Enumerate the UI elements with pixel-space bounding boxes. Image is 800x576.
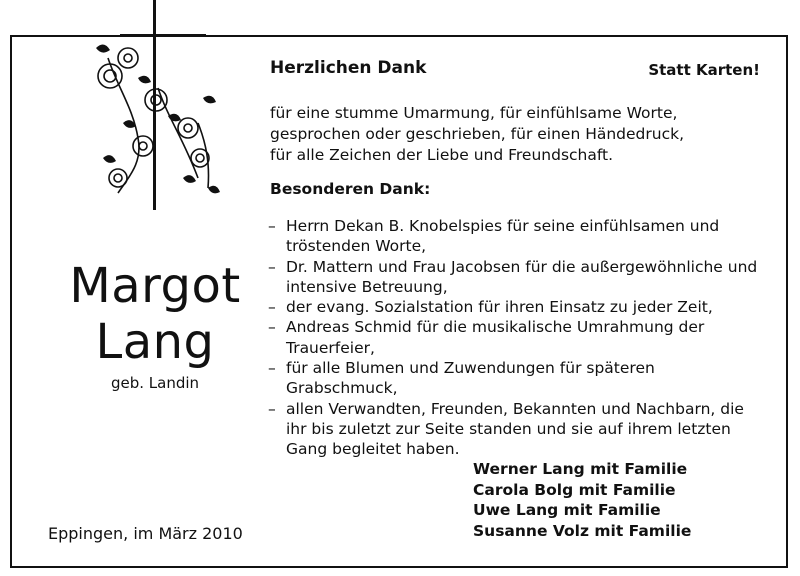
list-item [268, 216, 768, 257]
family-signatures [473, 459, 691, 541]
last-name: Lang [95, 314, 215, 370]
special-thanks-list [268, 216, 768, 460]
family-line: Werner Lang mit Familie [473, 460, 688, 478]
list-item-text: allen Verwandten, Freunden, Bekannten und Nachbarn, die ihr bis zuletzt zur Seite standen und sie auf ihrem letzten Gang begleitet haben. [286, 399, 744, 459]
dash: – [268, 359, 276, 378]
family-line: Carola Bolg mit Familie [473, 480, 676, 499]
dash: – [268, 318, 276, 337]
special-thanks-heading: Besonderen Dank: [270, 180, 431, 198]
family-line: Susanne Volz mit Familie [473, 521, 692, 540]
list-item-text: für alle Blumen und Zuwendungen für späteren Grabschmuck, [286, 359, 655, 398]
statt-karten: Statt Karten! [648, 61, 760, 79]
thanks-title: Herzlichen Dank [270, 58, 427, 78]
intro-line: für eine stumme Umarmung, für einfühlsame Worte, [270, 104, 678, 122]
roses-icon [88, 28, 223, 203]
list-item-text: der evang. Sozialstation für ihren Einsatz zu jeder Zeit, [286, 298, 713, 317]
intro-line: für alle Zeichen der Liebe und Freundschaft. [270, 146, 614, 164]
list-item-text: Herrn Dekan B. Knobelspies für seine einfühlsamen und tröstenden Worte, [286, 217, 720, 256]
list-item [268, 297, 768, 317]
dash: – [268, 298, 276, 317]
family-line: Uwe Lang mit Familie [473, 501, 661, 519]
list-item-text: Andreas Schmid für die musikalische Umrahmung der Trauerfeier, [286, 318, 705, 357]
list-item [268, 317, 768, 358]
intro-line: gesprochen oder geschrieben, für einen Händedruck, [270, 125, 685, 143]
dash: – [268, 257, 276, 276]
list-item [268, 399, 768, 460]
list-item-text: Dr. Mattern und Frau Jacobsen für die außergewöhnliche und intensive Betreuung, [286, 257, 758, 296]
intro-text [270, 103, 684, 166]
dash: – [268, 217, 276, 235]
first-name: Margot [69, 258, 241, 314]
list-item [268, 358, 768, 399]
dash: – [268, 399, 276, 418]
maiden-name: geb. Landin [110, 374, 200, 392]
list-item [268, 257, 768, 298]
place-date: Eppingen, im März 2010 [48, 524, 243, 543]
